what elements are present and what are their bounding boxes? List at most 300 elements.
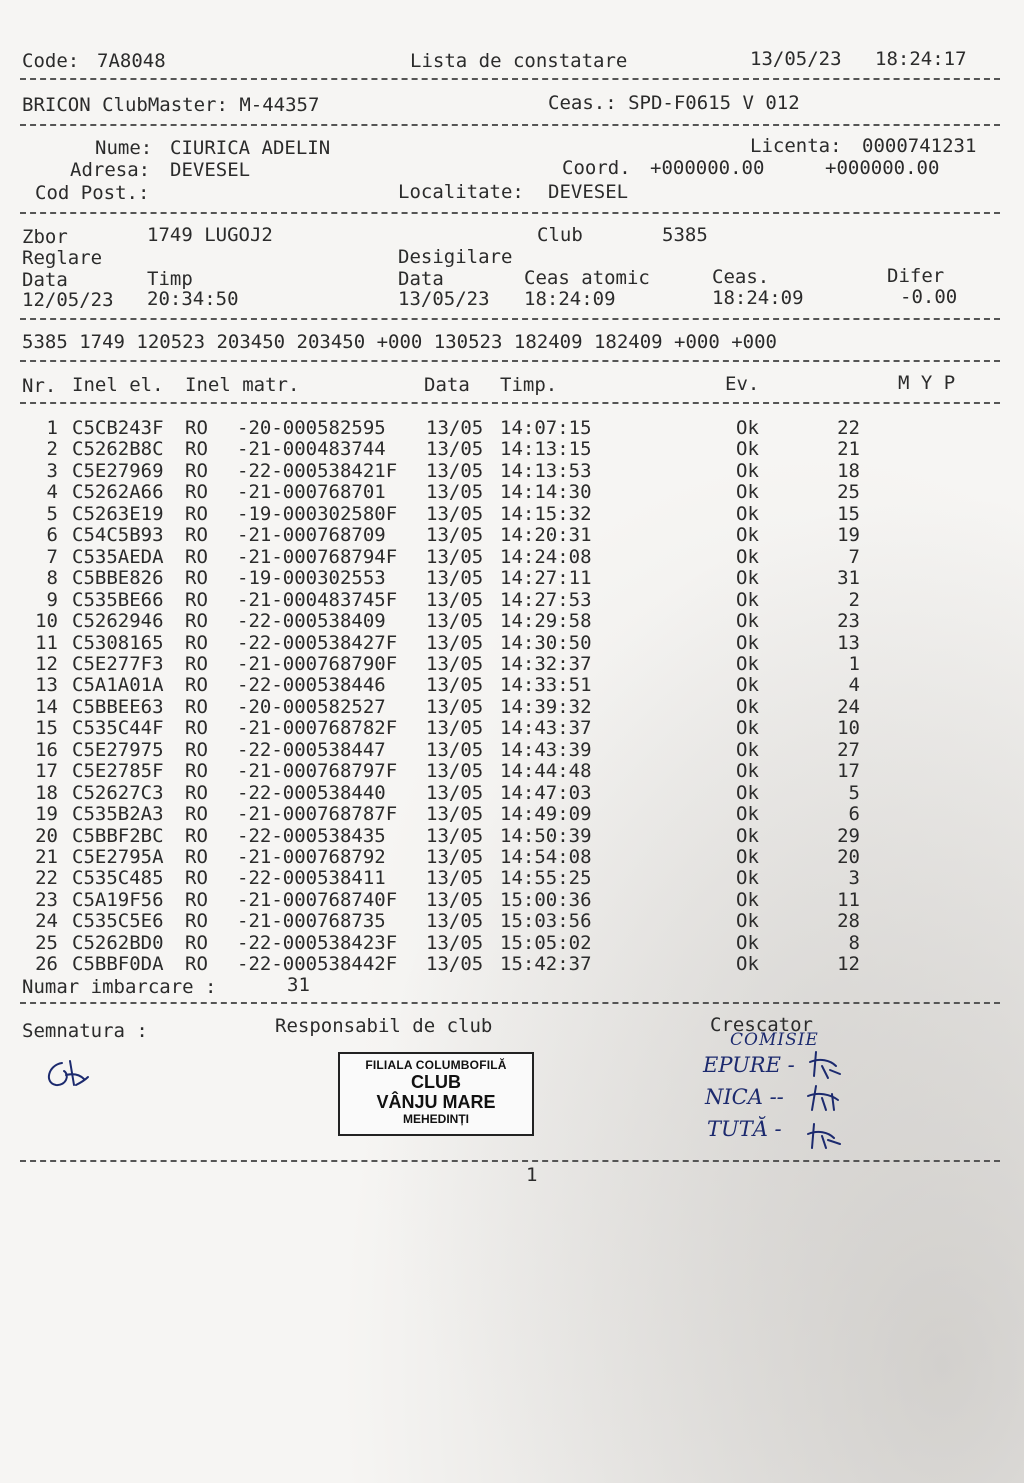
row-nr: 17 [35, 760, 58, 783]
signature-scribble [40, 1055, 100, 1095]
row-ev: Ok [736, 631, 759, 654]
row-date: 13/05 [426, 674, 484, 697]
handwritten-line2: NICA -- [705, 1085, 784, 1109]
row-date: 13/05 [426, 545, 484, 568]
row-inel-matr: -19-000302580F [237, 502, 398, 525]
desig-atomic: 18:24:09 [524, 288, 616, 310]
row-time: 14:24:08 [500, 545, 592, 568]
row-inel-matr: -21-000768735 [237, 910, 386, 933]
row-inel-el: C5262A66 [72, 481, 164, 504]
row-country: RO [185, 717, 208, 740]
summary-label: Numar imbarcare : [22, 976, 217, 998]
reglare-label: Reglare [22, 247, 103, 269]
table-row [0, 633, 1024, 654]
row-date: 13/05 [426, 695, 484, 718]
row-position: 21 [837, 438, 860, 461]
row-inel-el: C5E27975 [72, 738, 164, 761]
table-row [0, 911, 1024, 932]
row-position: 6 [848, 803, 860, 826]
divider [20, 212, 1000, 214]
row-position: 1 [848, 652, 860, 675]
row-country: RO [185, 846, 208, 868]
row-inel-el: C535AEDA [72, 545, 164, 568]
club-label: Club [537, 224, 583, 246]
row-time: 15:05:02 [500, 931, 592, 954]
timp-label: Timp [147, 268, 193, 290]
row-ev: Ok [736, 803, 759, 826]
clubmaster-id: BRICON ClubMaster: M-44357 [22, 94, 320, 116]
table-row [0, 611, 1024, 632]
row-inel-el: C5BBEE63 [72, 695, 164, 718]
row-country: RO [185, 481, 208, 504]
row-inel-el: C5262946 [72, 610, 164, 633]
desigilare-label: Desigilare [398, 246, 513, 268]
row-time: 14:27:53 [500, 588, 592, 611]
row-ev: Ok [736, 652, 759, 675]
desig-clock: 18:24:09 [712, 287, 804, 309]
row-inel-el: C5CB243F [72, 417, 164, 439]
summary-value: 31 [287, 974, 310, 996]
row-ev: Ok [736, 824, 759, 847]
row-country: RO [185, 760, 208, 783]
row-ev: Ok [736, 953, 759, 976]
reglare-time: 20:34:50 [147, 288, 239, 310]
license-value: 0000741231 [862, 135, 977, 157]
row-position: 2 [848, 588, 860, 611]
row-nr: 19 [35, 803, 58, 826]
divider [20, 360, 1000, 362]
divider [20, 124, 1000, 126]
row-nr: 11 [35, 631, 58, 654]
row-nr: 16 [35, 738, 58, 761]
row-position: 23 [837, 610, 860, 633]
row-country: RO [185, 631, 208, 654]
row-country: RO [185, 867, 208, 890]
row-time: 14:54:08 [500, 846, 592, 868]
row-inel-el: C5BBE826 [72, 567, 164, 590]
table-row [0, 568, 1024, 589]
row-date: 13/05 [426, 803, 484, 826]
row-nr: 21 [35, 846, 58, 868]
row-country: RO [185, 910, 208, 933]
row-inel-matr: -22-000538435 [237, 824, 386, 847]
row-inel-el: C5A1A01A [72, 674, 164, 697]
table-row [0, 418, 1024, 439]
coord-x: +000000.00 [650, 157, 765, 179]
row-nr: 12 [35, 652, 58, 675]
row-inel-matr: -21-000768782F [237, 717, 398, 740]
row-time: 14:55:25 [500, 867, 592, 890]
row-time: 14:47:03 [500, 781, 592, 804]
row-ev: Ok [736, 867, 759, 890]
name-label: Nume: [95, 137, 153, 159]
row-ev: Ok [736, 459, 759, 482]
row-ev: Ok [736, 717, 759, 740]
zbor-label: Zbor [22, 226, 68, 248]
row-country: RO [185, 567, 208, 590]
signature-label: Semnatura : [22, 1020, 148, 1042]
row-inel-matr: -21-000483744 [237, 438, 386, 461]
row-time: 15:00:36 [500, 888, 592, 911]
col-nr: Nr. [22, 375, 57, 397]
row-inel-el: C5E27969 [72, 459, 164, 482]
difer-label: Difer [887, 265, 945, 287]
row-date: 13/05 [426, 867, 484, 890]
row-date: 13/05 [426, 824, 484, 847]
row-nr: 13 [35, 674, 58, 697]
row-country: RO [185, 953, 208, 976]
club-stamp [338, 1052, 534, 1136]
row-inel-el: C5308165 [72, 631, 164, 654]
row-date: 13/05 [426, 738, 484, 761]
row-nr: 9 [46, 588, 58, 611]
col-data: Data [424, 374, 470, 396]
stamp-line1: FILIALA COLUMBOFILĂ [365, 1058, 507, 1072]
row-country: RO [185, 502, 208, 525]
row-country: RO [185, 652, 208, 675]
stamp-line3: VÂNJU MARE [376, 1092, 496, 1112]
row-ev: Ok [736, 695, 759, 718]
row-inel-matr: -21-000483745F [237, 588, 398, 611]
row-inel-matr: -21-000768794F [237, 545, 398, 568]
row-inel-el: C5E2785F [72, 760, 164, 783]
row-country: RO [185, 695, 208, 718]
coord-y: +000000.00 [825, 157, 940, 179]
row-date: 13/05 [426, 846, 484, 868]
row-nr: 2 [46, 438, 58, 461]
table-row [0, 675, 1024, 696]
col-timp: Timp. [500, 374, 558, 396]
row-time: 14:13:53 [500, 459, 592, 482]
row-inel-matr: -21-000768709 [237, 524, 386, 547]
divider [20, 318, 1000, 320]
divider [20, 402, 1000, 404]
row-time: 14:29:58 [500, 610, 592, 633]
row-nr: 26 [35, 953, 58, 976]
row-inel-matr: -22-000538411 [237, 867, 386, 890]
header-date: 13/05/23 [750, 48, 842, 70]
row-country: RO [185, 438, 208, 461]
table-row [0, 504, 1024, 525]
row-time: 15:03:56 [500, 910, 592, 933]
row-position: 24 [837, 695, 860, 718]
row-nr: 1 [46, 417, 58, 439]
row-inel-el: C535BE66 [72, 588, 164, 611]
table-row [0, 740, 1024, 761]
handwritten-line3: TUTĂ - [707, 1117, 782, 1141]
row-position: 4 [848, 674, 860, 697]
row-time: 14:32:37 [500, 652, 592, 675]
row-country: RO [185, 588, 208, 611]
divider [20, 78, 1000, 80]
row-position: 10 [837, 717, 860, 740]
row-time: 14:15:32 [500, 502, 592, 525]
row-position: 28 [837, 910, 860, 933]
row-nr: 22 [35, 867, 58, 890]
row-time: 14:33:51 [500, 674, 592, 697]
row-inel-matr: -19-000302553 [237, 567, 386, 590]
row-time: 14:07:15 [500, 417, 592, 439]
stamp-line4: MEHEDINȚI [403, 1112, 469, 1126]
table-row [0, 826, 1024, 847]
row-date: 13/05 [426, 631, 484, 654]
row-inel-matr: -22-000538421F [237, 459, 398, 482]
row-position: 17 [837, 760, 860, 783]
postal-label: Cod Post.: [35, 182, 150, 204]
row-position: 25 [837, 481, 860, 504]
row-ev: Ok [736, 545, 759, 568]
row-time: 14:14:30 [500, 481, 592, 504]
col-inel-matr: Inel matr. [185, 374, 300, 396]
row-nr: 4 [46, 481, 58, 504]
row-inel-el: C52627C3 [72, 781, 164, 804]
club-value: 5385 [662, 224, 708, 246]
row-time: 14:43:39 [500, 738, 592, 761]
row-time: 14:43:37 [500, 717, 592, 740]
code-label: Code: [22, 50, 80, 72]
row-ev: Ok [736, 524, 759, 547]
row-position: 8 [848, 931, 860, 954]
row-nr: 10 [35, 610, 58, 633]
row-ev: Ok [736, 738, 759, 761]
row-ev: Ok [736, 588, 759, 611]
row-inel-el: C5BBF2BC [72, 824, 164, 847]
row-position: 22 [837, 417, 860, 439]
ceas-atomic-label: Ceas atomic [524, 267, 650, 289]
row-date: 13/05 [426, 910, 484, 933]
row-inel-matr: -20-000582595 [237, 417, 386, 439]
header-time: 18:24:17 [875, 48, 967, 70]
row-time: 14:20:31 [500, 524, 592, 547]
row-date: 13/05 [426, 781, 484, 804]
ceas-label: Ceas. [712, 266, 770, 288]
row-position: 20 [837, 846, 860, 868]
reglare-date: 12/05/23 [22, 289, 114, 311]
row-date: 13/05 [426, 588, 484, 611]
table-row [0, 761, 1024, 782]
handwritten-line1: EPURE - [703, 1053, 795, 1077]
row-nr: 20 [35, 824, 58, 847]
row-inel-el: C5E277F3 [72, 652, 164, 675]
row-time: 14:39:32 [500, 695, 592, 718]
table-row [0, 868, 1024, 889]
locality-value: DEVESEL [548, 181, 629, 203]
table-row [0, 547, 1024, 568]
row-inel-matr: -21-000768797F [237, 760, 398, 783]
table-row [0, 461, 1024, 482]
responsible-label: Responsabil de club [275, 1015, 493, 1037]
table-row [0, 954, 1024, 975]
row-date: 13/05 [426, 760, 484, 783]
row-ev: Ok [736, 438, 759, 461]
row-date: 13/05 [426, 438, 484, 461]
page-number: 1 [526, 1164, 538, 1186]
row-date: 13/05 [426, 524, 484, 547]
row-inel-matr: -22-000538442F [237, 953, 398, 976]
col-inel-el: Inel el. [72, 374, 164, 396]
row-position: 13 [837, 631, 860, 654]
row-country: RO [185, 610, 208, 633]
row-nr: 3 [46, 459, 58, 482]
table-row [0, 697, 1024, 718]
code-value: 7A8048 [97, 50, 166, 72]
desig-date: 13/05/23 [398, 288, 490, 310]
table-row [0, 933, 1024, 954]
table-row [0, 654, 1024, 675]
row-position: 15 [837, 502, 860, 525]
handwritten-title: COMISIE [730, 1030, 819, 1050]
data2-label: Data [398, 268, 444, 290]
row-inel-matr: -21-000768740F [237, 888, 398, 911]
row-inel-matr: -22-000538440 [237, 781, 386, 804]
col-ev: Ev. [725, 373, 760, 395]
row-ev: Ok [736, 567, 759, 590]
row-position: 27 [837, 738, 860, 761]
col-myp: M Y P [898, 372, 956, 394]
stamp-line2: CLUB [411, 1072, 461, 1092]
row-time: 14:13:15 [500, 438, 592, 461]
row-position: 11 [837, 888, 860, 911]
row-nr: 8 [46, 567, 58, 590]
row-inel-el: C535C44F [72, 717, 164, 740]
row-inel-el: C535C485 [72, 867, 164, 890]
owner-name: CIURICA ADELIN [170, 137, 331, 159]
row-country: RO [185, 524, 208, 547]
row-ev: Ok [736, 674, 759, 697]
row-date: 13/05 [426, 717, 484, 740]
row-position: 7 [848, 545, 860, 568]
table-row [0, 525, 1024, 546]
row-position: 18 [837, 459, 860, 482]
clock-id: Ceas.: SPD-F0615 V 012 [548, 92, 800, 114]
row-ev: Ok [736, 417, 759, 439]
row-position: 29 [837, 824, 860, 847]
row-inel-el: C5A19F56 [72, 888, 164, 911]
row-date: 13/05 [426, 502, 484, 525]
row-nr: 7 [46, 545, 58, 568]
address-label: Adresa: [70, 159, 151, 181]
row-nr: 6 [46, 524, 58, 547]
row-time: 14:44:48 [500, 760, 592, 783]
row-inel-el: C5E2795A [72, 846, 164, 868]
row-time: 14:49:09 [500, 803, 592, 826]
row-inel-matr: -20-000582527 [237, 695, 386, 718]
table-row [0, 804, 1024, 825]
row-country: RO [185, 674, 208, 697]
row-date: 13/05 [426, 459, 484, 482]
difer-value: -0.00 [900, 286, 958, 308]
row-date: 13/05 [426, 567, 484, 590]
table-row [0, 439, 1024, 460]
divider [20, 1160, 1000, 1162]
divider [20, 1002, 1000, 1004]
row-position: 3 [848, 867, 860, 890]
row-date: 13/05 [426, 931, 484, 954]
license-label: Licenta: [750, 135, 842, 157]
row-ev: Ok [736, 888, 759, 911]
row-country: RO [185, 459, 208, 482]
row-inel-el: C535B2A3 [72, 803, 164, 826]
row-inel-el: C5262B8C [72, 438, 164, 461]
row-nr: 18 [35, 781, 58, 804]
row-ev: Ok [736, 502, 759, 525]
row-position: 19 [837, 524, 860, 547]
document-title: Lista de constatare [410, 50, 628, 72]
row-time: 14:30:50 [500, 631, 592, 654]
row-ev: Ok [736, 760, 759, 783]
row-country: RO [185, 781, 208, 804]
locality-label: Localitate: [398, 181, 524, 203]
row-position: 12 [837, 953, 860, 976]
code-line: 5385 1749 120523 203450 203450 +000 130523 182409 182409 +000 +000 [22, 331, 777, 353]
row-date: 13/05 [426, 888, 484, 911]
row-ev: Ok [736, 481, 759, 504]
row-date: 13/05 [426, 417, 484, 439]
row-country: RO [185, 417, 208, 439]
coord-label: Coord. [562, 157, 631, 179]
row-country: RO [185, 888, 208, 911]
row-nr: 14 [35, 695, 58, 718]
row-nr: 5 [46, 502, 58, 525]
row-ev: Ok [736, 610, 759, 633]
row-ev: Ok [736, 846, 759, 868]
row-country: RO [185, 824, 208, 847]
row-country: RO [185, 931, 208, 954]
table-row [0, 847, 1024, 868]
zbor-value: 1749 LUGOJ2 [147, 224, 273, 246]
table-row [0, 890, 1024, 911]
breeder-label: Crescator [710, 1014, 813, 1036]
row-country: RO [185, 803, 208, 826]
row-inel-matr: -21-000768787F [237, 803, 398, 826]
table-row [0, 718, 1024, 739]
row-date: 13/05 [426, 481, 484, 504]
row-time: 14:27:11 [500, 567, 592, 590]
row-inel-matr: -22-000538427F [237, 631, 398, 654]
row-inel-el: C5262BD0 [72, 931, 164, 954]
commission-initials [800, 1048, 860, 1158]
row-inel-matr: -22-000538446 [237, 674, 386, 697]
row-date: 13/05 [426, 953, 484, 976]
row-time: 14:50:39 [500, 824, 592, 847]
row-ev: Ok [736, 781, 759, 804]
row-country: RO [185, 738, 208, 761]
row-inel-matr: -21-000768701 [237, 481, 386, 504]
row-inel-matr: -21-000768792 [237, 846, 386, 868]
table-row [0, 590, 1024, 611]
row-inel-matr: -21-000768790F [237, 652, 398, 675]
row-nr: 25 [35, 931, 58, 954]
row-nr: 15 [35, 717, 58, 740]
row-country: RO [185, 545, 208, 568]
row-inel-el: C5BBF0DA [72, 953, 164, 976]
row-inel-matr: -22-000538423F [237, 931, 398, 954]
row-ev: Ok [736, 931, 759, 954]
row-inel-el: C5263E19 [72, 502, 164, 525]
row-inel-matr: -22-000538447 [237, 738, 386, 761]
row-inel-el: C54C5B93 [72, 524, 164, 547]
row-ev: Ok [736, 910, 759, 933]
row-date: 13/05 [426, 652, 484, 675]
row-nr: 23 [35, 888, 58, 911]
address-value: DEVESEL [170, 159, 251, 181]
row-inel-matr: -22-000538409 [237, 610, 386, 633]
data-label: Data [22, 269, 68, 291]
row-time: 15:42:37 [500, 953, 592, 976]
row-position: 5 [848, 781, 860, 804]
row-position: 31 [837, 567, 860, 590]
row-nr: 24 [35, 910, 58, 933]
